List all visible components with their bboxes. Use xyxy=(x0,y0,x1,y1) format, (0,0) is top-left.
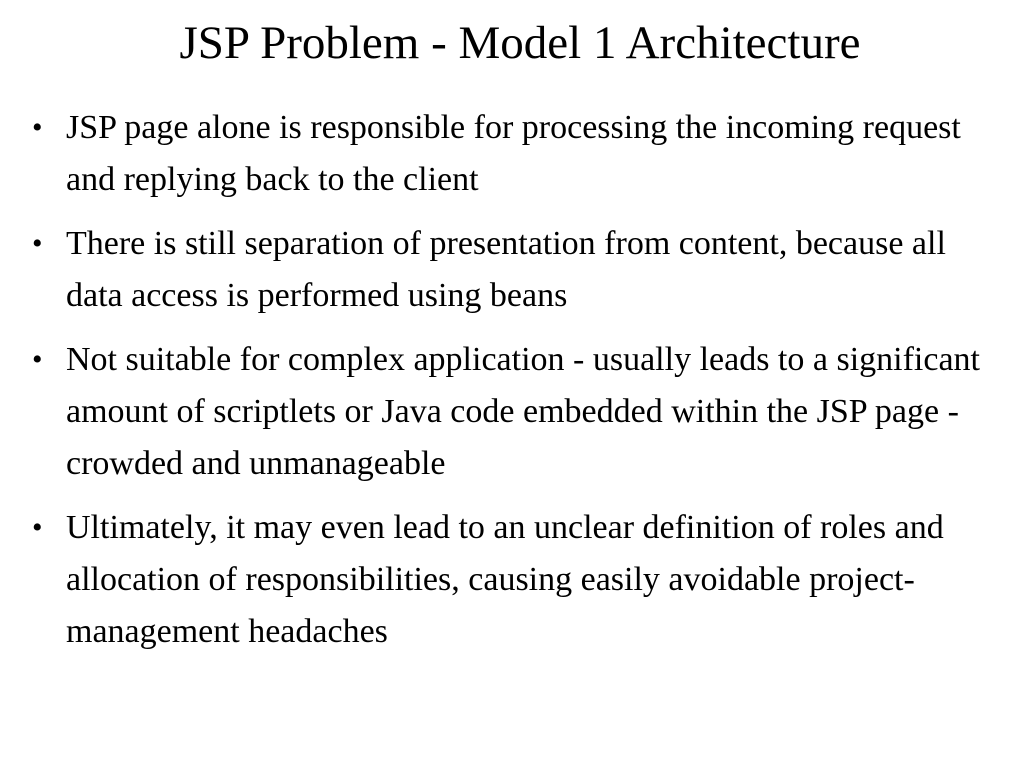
bullet-dot-icon: • xyxy=(32,511,43,544)
bullet-text: JSP page alone is responsible for processing the incoming request and replying back to the client xyxy=(66,109,961,198)
bullet-text: Not suitable for complex application - usually leads to a significant amount of scriptlets or Java code embedded within the JSP page - crowded and unmanageable xyxy=(66,341,980,482)
bullet-item-complexity xyxy=(32,334,1007,490)
bullet-item-processing xyxy=(32,102,1007,206)
bullet-item-separation xyxy=(32,218,1007,322)
bullet-dot-icon: • xyxy=(32,227,43,260)
slide-title: JSP Problem - Model 1 Architecture xyxy=(179,17,861,69)
bullet-dot-icon: • xyxy=(32,111,43,144)
bullet-text: There is still separation of presentation from content, because all data access is performed using beans xyxy=(66,225,946,314)
bullet-text: Ultimately, it may even lead to an unclear definition of roles and allocation of responsibilities, causing easily avoidable project-management headaches xyxy=(66,509,944,650)
bullet-item-responsibilities xyxy=(32,502,1007,658)
bullet-list xyxy=(32,102,1007,670)
bullet-dot-icon: • xyxy=(32,343,43,376)
